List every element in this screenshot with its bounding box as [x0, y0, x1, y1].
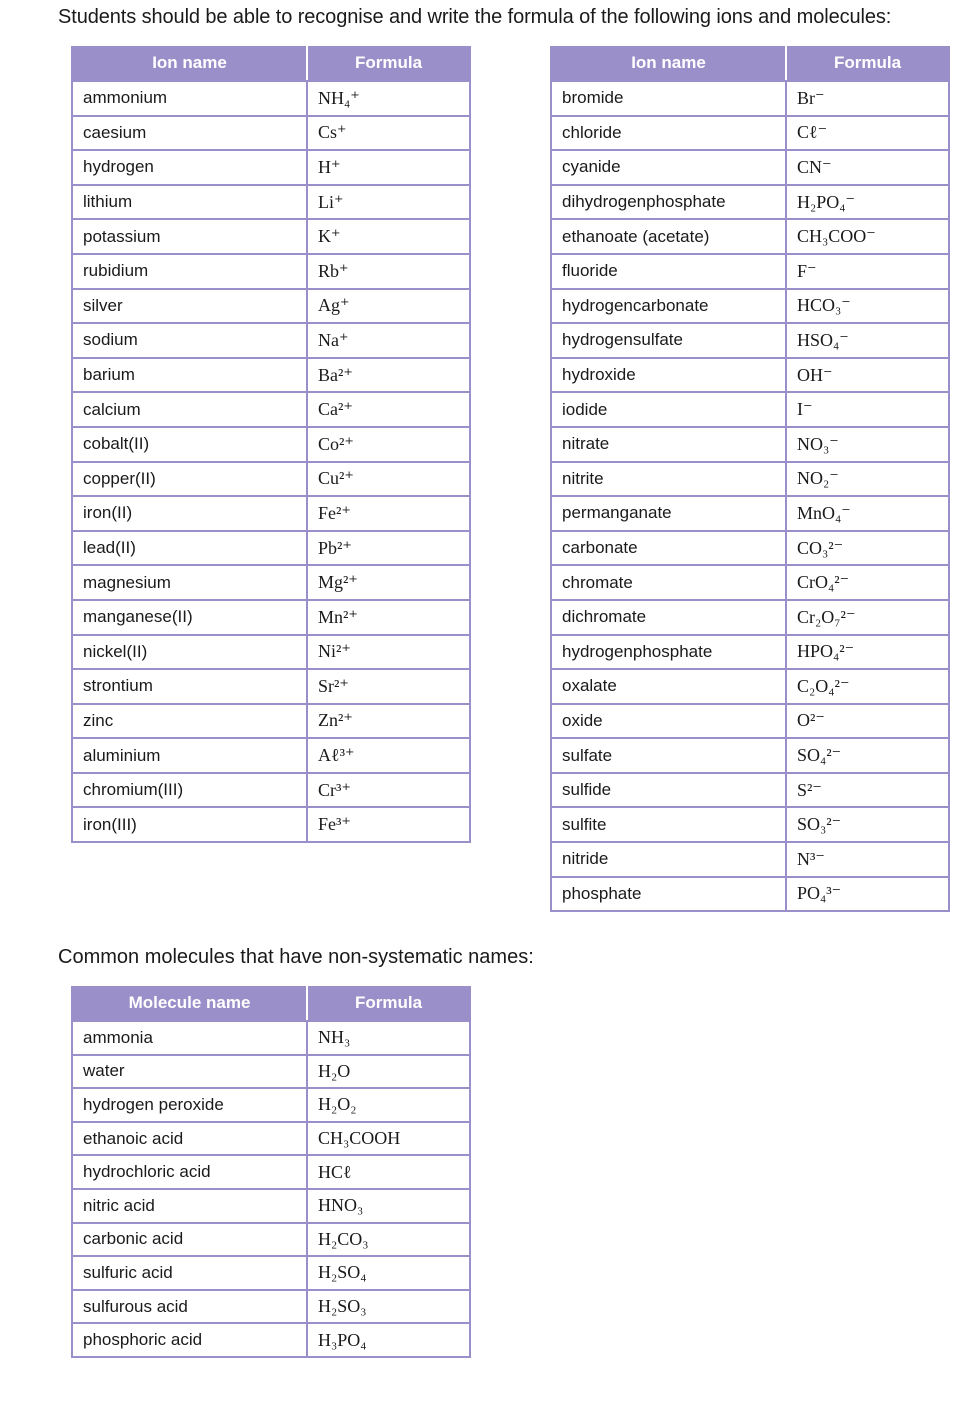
- name-cell: nickel(II): [72, 635, 307, 670]
- table-row: [551, 219, 949, 254]
- formula-cell: Mg²⁺: [307, 565, 470, 600]
- column-header-formula: Formula: [307, 986, 470, 1021]
- formula-cell: PO₄³⁻: [786, 877, 949, 912]
- table-row: [551, 392, 949, 427]
- table-row: [72, 496, 470, 531]
- column-header-ion-name: Ion name: [551, 46, 786, 81]
- formula-cell: HPO₄²⁻: [786, 635, 949, 670]
- table-row: [72, 150, 470, 185]
- table-row: [551, 877, 949, 912]
- table-row: [551, 531, 949, 566]
- name-cell: rubidium: [72, 254, 307, 289]
- table-row: [72, 81, 470, 116]
- column-header-formula: Formula: [786, 46, 949, 81]
- formula-cell: NH₃: [307, 1021, 470, 1055]
- formula-cell: Li⁺: [307, 185, 470, 220]
- formula-cell: Fe²⁺: [307, 496, 470, 531]
- cation-table: [71, 46, 471, 843]
- name-cell: sulfate: [551, 738, 786, 773]
- table-row: [72, 1323, 470, 1357]
- table-row: [551, 807, 949, 842]
- formula-cell: Mn²⁺: [307, 600, 470, 635]
- formula-cell: H₂PO₄⁻: [786, 185, 949, 220]
- anion-table: [550, 46, 950, 912]
- table-row: [551, 704, 949, 739]
- table-row: [72, 392, 470, 427]
- formula-cell: H₃PO₄: [307, 1323, 470, 1357]
- formula-cell: Ag⁺: [307, 289, 470, 324]
- formula-cell: HCℓ: [307, 1155, 470, 1189]
- table-row: [72, 219, 470, 254]
- intro-text: Students should be able to recognise and write the formula of the following ions and molecules:: [58, 6, 892, 28]
- formula-cell: F⁻: [786, 254, 949, 289]
- formula-cell: H₂O: [307, 1055, 470, 1089]
- formula-cell: Sr²⁺: [307, 669, 470, 704]
- name-cell: lead(II): [72, 531, 307, 566]
- formula-cell: K⁺: [307, 219, 470, 254]
- formula-cell: SO₃²⁻: [786, 807, 949, 842]
- table-row: [551, 81, 949, 116]
- table-row: [551, 496, 949, 531]
- table-row: [72, 773, 470, 808]
- formula-cell: CH₃COOH: [307, 1122, 470, 1156]
- table-row: [72, 323, 470, 358]
- name-cell: hydrogencarbonate: [551, 289, 786, 324]
- name-cell: dichromate: [551, 600, 786, 635]
- table-row: [551, 635, 949, 670]
- formula-cell: Ni²⁺: [307, 635, 470, 670]
- table-row: [551, 427, 949, 462]
- table-row: [72, 358, 470, 393]
- formula-cell: O²⁻: [786, 704, 949, 739]
- table-row: [72, 116, 470, 151]
- table-row: [72, 531, 470, 566]
- name-cell: sulfite: [551, 807, 786, 842]
- name-cell: nitrate: [551, 427, 786, 462]
- formula-cell: NO₃⁻: [786, 427, 949, 462]
- name-cell: hydrochloric acid: [72, 1155, 307, 1189]
- name-cell: cyanide: [551, 150, 786, 185]
- table-row: [72, 1021, 470, 1055]
- table-row: [551, 254, 949, 289]
- name-cell: calcium: [72, 392, 307, 427]
- table-row: [551, 116, 949, 151]
- table-row: [72, 565, 470, 600]
- formula-cell: Cℓ⁻: [786, 116, 949, 151]
- name-cell: phosphate: [551, 877, 786, 912]
- name-cell: iron(III): [72, 807, 307, 842]
- formula-cell: Cu²⁺: [307, 462, 470, 497]
- name-cell: cobalt(II): [72, 427, 307, 462]
- table-row: [551, 600, 949, 635]
- table-row: [551, 323, 949, 358]
- table-row: [551, 150, 949, 185]
- name-cell: hydrogen peroxide: [72, 1088, 307, 1122]
- table-row: [551, 773, 949, 808]
- table-row: [551, 738, 949, 773]
- formula-cell: H₂SO₄: [307, 1256, 470, 1290]
- formula-cell: Cr³⁺: [307, 773, 470, 808]
- name-cell: sulfuric acid: [72, 1256, 307, 1290]
- formula-cell: NO₂⁻: [786, 462, 949, 497]
- formula-cell: SO₄²⁻: [786, 738, 949, 773]
- table-row: [551, 842, 949, 877]
- name-cell: ethanoate (acetate): [551, 219, 786, 254]
- name-cell: copper(II): [72, 462, 307, 497]
- formula-cell: HCO₃⁻: [786, 289, 949, 324]
- formula-cell: Co²⁺: [307, 427, 470, 462]
- name-cell: iron(II): [72, 496, 307, 531]
- formula-cell: OH⁻: [786, 358, 949, 393]
- formula-cell: CH₃COO⁻: [786, 219, 949, 254]
- formula-cell: NH₄⁺: [307, 81, 470, 116]
- table-row: [72, 738, 470, 773]
- formula-cell: HNO₃: [307, 1189, 470, 1223]
- name-cell: strontium: [72, 669, 307, 704]
- formula-cell: S²⁻: [786, 773, 949, 808]
- name-cell: hydrogenphosphate: [551, 635, 786, 670]
- name-cell: water: [72, 1055, 307, 1089]
- table-row: [72, 1122, 470, 1156]
- name-cell: carbonic acid: [72, 1223, 307, 1257]
- name-cell: nitric acid: [72, 1189, 307, 1223]
- formula-cell: CN⁻: [786, 150, 949, 185]
- formula-cell: Pb²⁺: [307, 531, 470, 566]
- name-cell: permanganate: [551, 496, 786, 531]
- formula-cell: Ba²⁺: [307, 358, 470, 393]
- table-row: [72, 289, 470, 324]
- formula-cell: H₂SO₃: [307, 1290, 470, 1324]
- table-row: [72, 807, 470, 842]
- column-header-formula: Formula: [307, 46, 470, 81]
- column-header-ion-name: Ion name: [72, 46, 307, 81]
- formula-cell: H⁺: [307, 150, 470, 185]
- molecules-subheading: Common molecules that have non-systematic names:: [58, 946, 534, 968]
- formula-cell: H₂O₂: [307, 1088, 470, 1122]
- name-cell: sulfurous acid: [72, 1290, 307, 1324]
- name-cell: hydrogensulfate: [551, 323, 786, 358]
- name-cell: hydroxide: [551, 358, 786, 393]
- table-row: [72, 1055, 470, 1089]
- table-row: [551, 565, 949, 600]
- name-cell: nitride: [551, 842, 786, 877]
- formula-cell: H₂CO₃: [307, 1223, 470, 1257]
- name-cell: lithium: [72, 185, 307, 220]
- name-cell: oxide: [551, 704, 786, 739]
- name-cell: ethanoic acid: [72, 1122, 307, 1156]
- table-row: [551, 669, 949, 704]
- name-cell: ammonium: [72, 81, 307, 116]
- formula-cell: Zn²⁺: [307, 704, 470, 739]
- table-row: [72, 669, 470, 704]
- formula-cell: Cs⁺: [307, 116, 470, 151]
- table-row: [72, 1223, 470, 1257]
- column-header-molecule-name: Molecule name: [72, 986, 307, 1021]
- name-cell: nitrite: [551, 462, 786, 497]
- name-cell: fluoride: [551, 254, 786, 289]
- formula-cell: Aℓ³⁺: [307, 738, 470, 773]
- table-header-row: [72, 46, 470, 81]
- table-row: [72, 635, 470, 670]
- formula-cell: C₂O₄²⁻: [786, 669, 949, 704]
- table-header-row: [72, 986, 470, 1021]
- name-cell: zinc: [72, 704, 307, 739]
- name-cell: phosphoric acid: [72, 1323, 307, 1357]
- name-cell: potassium: [72, 219, 307, 254]
- table-row: [551, 358, 949, 393]
- table-row: [72, 1088, 470, 1122]
- name-cell: hydrogen: [72, 150, 307, 185]
- name-cell: chloride: [551, 116, 786, 151]
- formula-cell: CO₃²⁻: [786, 531, 949, 566]
- table-row: [72, 1290, 470, 1324]
- name-cell: manganese(II): [72, 600, 307, 635]
- name-cell: oxalate: [551, 669, 786, 704]
- name-cell: ammonia: [72, 1021, 307, 1055]
- formula-cell: Ca²⁺: [307, 392, 470, 427]
- table-row: [72, 462, 470, 497]
- table-row: [72, 254, 470, 289]
- name-cell: magnesium: [72, 565, 307, 600]
- formula-cell: HSO₄⁻: [786, 323, 949, 358]
- name-cell: barium: [72, 358, 307, 393]
- name-cell: bromide: [551, 81, 786, 116]
- name-cell: sulfide: [551, 773, 786, 808]
- formula-cell: N³⁻: [786, 842, 949, 877]
- name-cell: iodide: [551, 392, 786, 427]
- molecule-table: [71, 986, 471, 1358]
- formula-cell: I⁻: [786, 392, 949, 427]
- formula-cell: Cr₂O₇²⁻: [786, 600, 949, 635]
- name-cell: caesium: [72, 116, 307, 151]
- formula-cell: Na⁺: [307, 323, 470, 358]
- table-row: [72, 185, 470, 220]
- table-row: [72, 1155, 470, 1189]
- table-row: [551, 462, 949, 497]
- formula-cell: MnO₄⁻: [786, 496, 949, 531]
- formula-cell: Rb⁺: [307, 254, 470, 289]
- table-row: [72, 600, 470, 635]
- table-row: [72, 427, 470, 462]
- table-row: [72, 1189, 470, 1223]
- name-cell: dihydrogenphosphate: [551, 185, 786, 220]
- name-cell: silver: [72, 289, 307, 324]
- table-row: [72, 704, 470, 739]
- name-cell: sodium: [72, 323, 307, 358]
- formula-cell: Br⁻: [786, 81, 949, 116]
- table-row: [551, 289, 949, 324]
- name-cell: carbonate: [551, 531, 786, 566]
- table-row: [72, 1256, 470, 1290]
- table-header-row: [551, 46, 949, 81]
- table-row: [551, 185, 949, 220]
- name-cell: aluminium: [72, 738, 307, 773]
- name-cell: chromium(III): [72, 773, 307, 808]
- formula-cell: CrO₄²⁻: [786, 565, 949, 600]
- formula-cell: Fe³⁺: [307, 807, 470, 842]
- name-cell: chromate: [551, 565, 786, 600]
